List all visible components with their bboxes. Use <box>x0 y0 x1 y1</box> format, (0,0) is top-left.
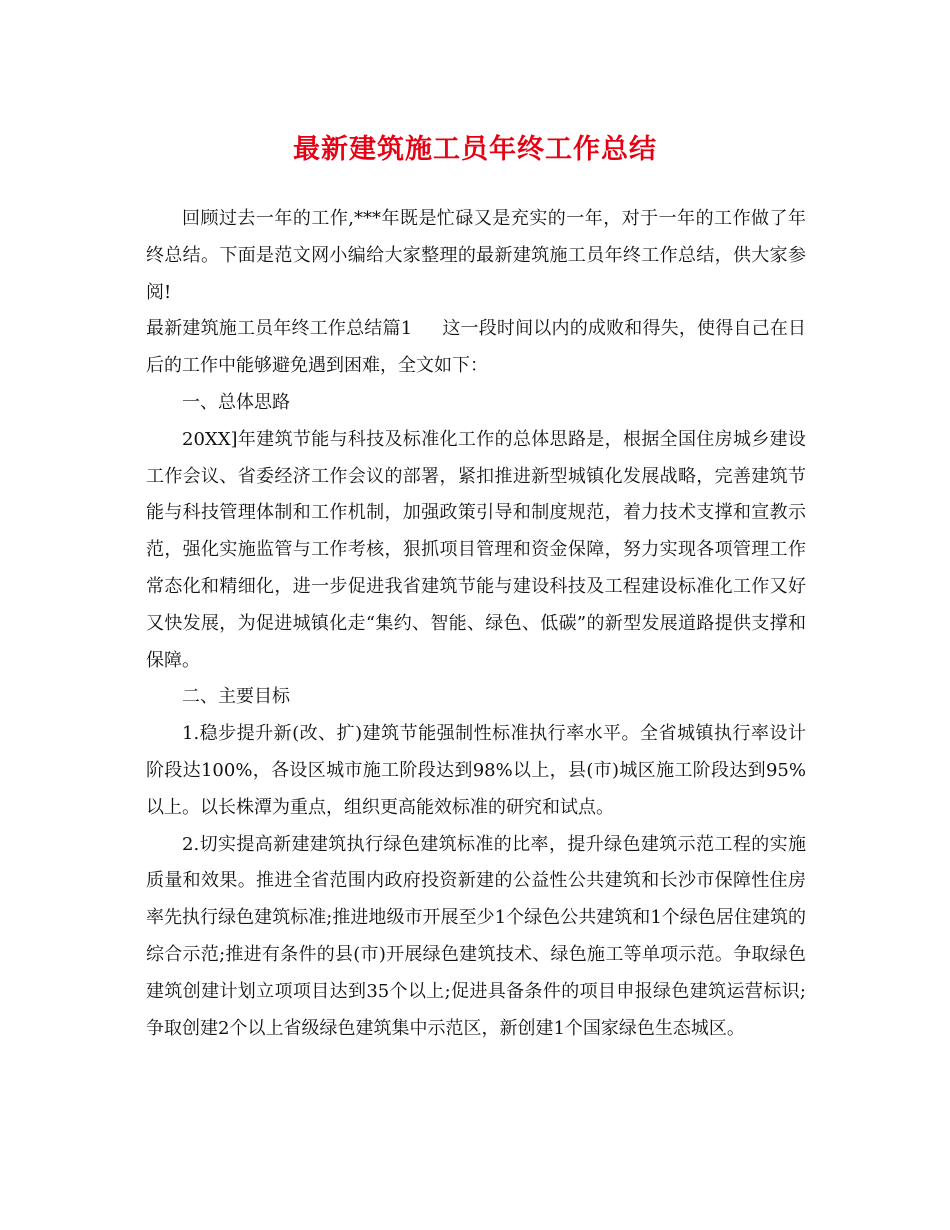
article-lead: 这一段时间以内的成败和得失，使得自己在日后的工作中能够避免遇到困难，全文如下： <box>146 318 807 377</box>
goal-2-paragraph: 2.切实提高新建建筑执行绿色建筑标准的比率，提升绿色建筑示范工程的实施质量和效果。推进全省范围内政府投资新建的公益性公共建筑和长沙市保障性住房率先执行绿色建筑标准;推进地级市开展至少1个绿色公共建筑和1个绿色居住建筑的综合示范;推进有条件的县(市)开展绿色建筑技术、绿色施工等单项示范。争取绿色建筑创建计划立项项目达到35个以上;促进具备条件的项目申报绿色建筑运营标识;争取创建2个以上省级绿色建筑集中示范区，新创建1个国家绿色生态城区。 <box>146 833 806 1039</box>
article-label: 最新建筑施工员年终工作总结篇1 <box>146 318 413 340</box>
article-paragraph <box>146 311 806 385</box>
section-1-paragraph: 20XX]年建筑节能与科技及标准化工作的总体思路是，根据全国住房城乡建设工作会议、省委经济工作会议的部署，紧扣推进新型城镇化发展战略，完善建筑节能与科技管理体制和工作机制，加强政策引导和制度规范，着力技术支撑和宣教示范，强化实施监管与工作考核，狠抓项目管理和资金保障，努力实现各项管理工作常态化和精细化，进一步促进我省建筑节能与建设科技及工程建设标准化工作又好又快发展，为促进城镇化走“集约、智能、绿色、低碳”的新型发展道路提供支撑和保障。 <box>146 428 806 671</box>
intro-paragraph: 回顾过去一年的工作,***年既是忙碌又是充实的一年，对于一年的工作做了年终总结。下面是范文网小编给大家整理的最新建筑施工员年终工作总结，供大家参阅! <box>146 208 806 303</box>
section-heading-1: 一、总体思路 <box>182 391 290 413</box>
document-body <box>146 201 806 1047</box>
document-title: 最新建筑施工员年终工作总结 <box>293 134 657 165</box>
goal-1-paragraph: 1.稳步提升新(改、扩)建筑节能强制性标准执行率水平。全省城镇执行率设计阶段达100%，各设区城市施工阶段达到98%以上，县(市)城区施工阶段达到95%以上。以长株潭为重点，组织更高能效标准的研究和试点。 <box>146 723 806 818</box>
section-heading-2: 二、主要目标 <box>182 686 290 708</box>
